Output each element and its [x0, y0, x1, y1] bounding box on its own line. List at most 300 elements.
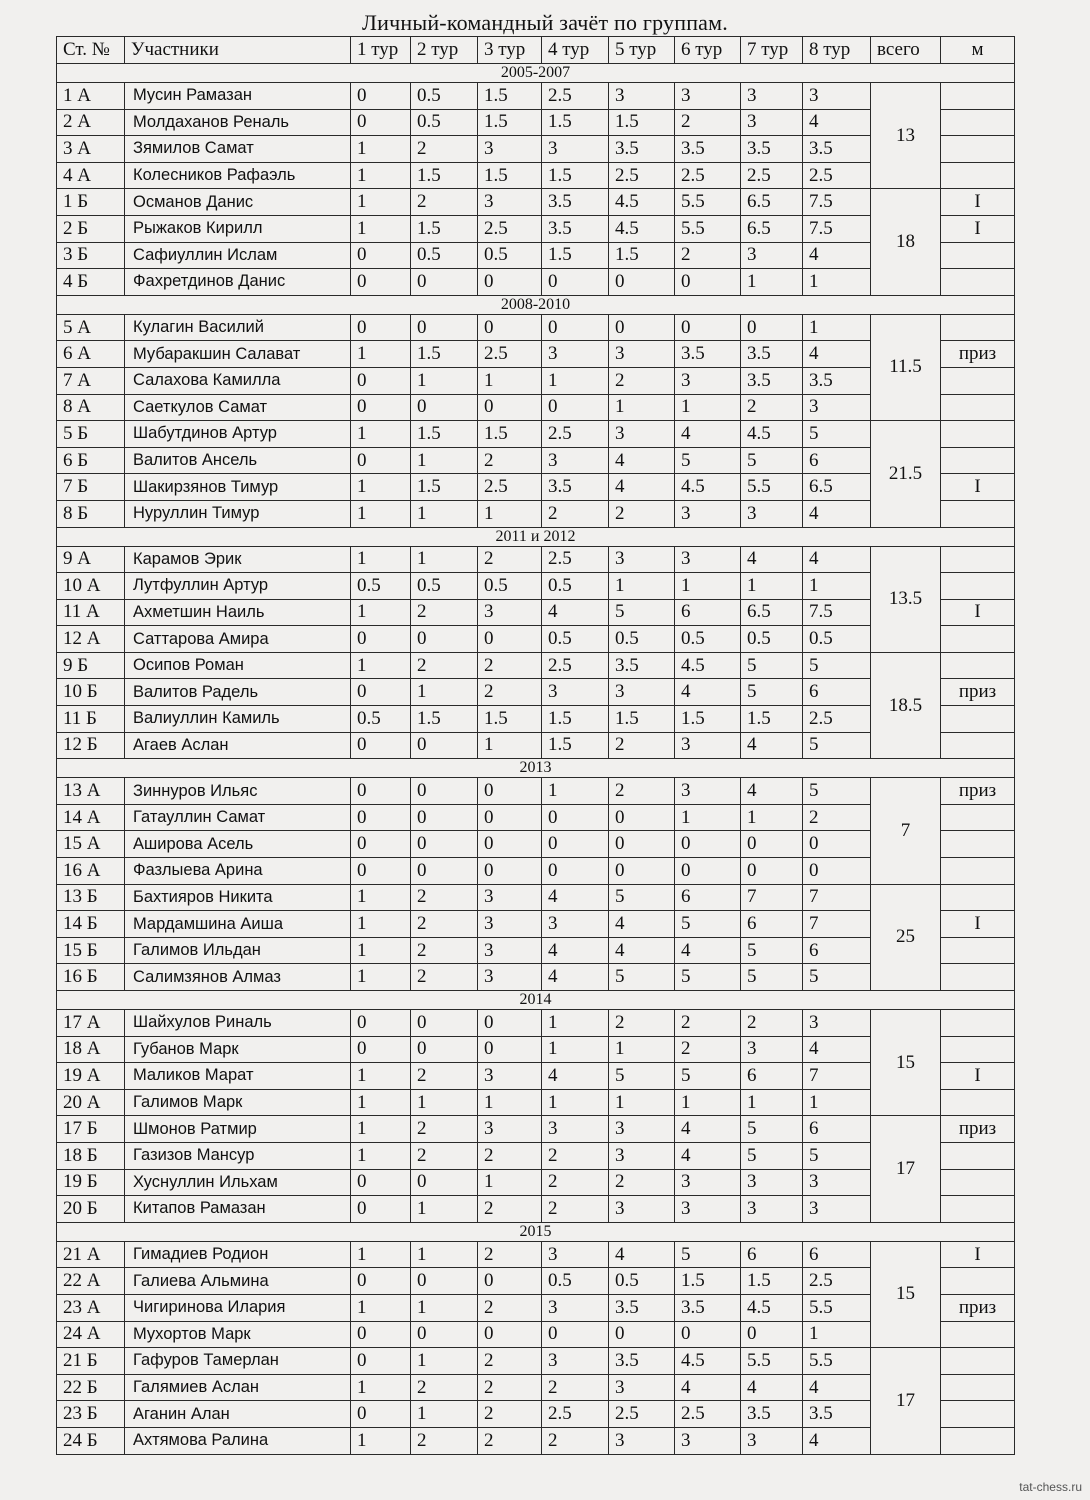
round-score: 5	[675, 911, 741, 938]
round-score: 3	[478, 1116, 542, 1143]
round-score: 4.5	[609, 189, 675, 216]
round-score: 0	[351, 626, 411, 653]
round-score: 0	[411, 732, 478, 759]
round-score: 3	[609, 679, 675, 706]
round-score: 6	[741, 1063, 803, 1090]
round-score: 1.5	[478, 162, 542, 189]
table-row	[57, 1010, 1015, 1037]
round-score: 4	[609, 447, 675, 474]
round-score: 0	[609, 831, 675, 858]
round-score: 0	[411, 314, 478, 341]
round-score: 6.5	[803, 474, 871, 501]
round-score: 3	[609, 1374, 675, 1401]
round-score: 3.5	[803, 367, 871, 394]
round-score: 2	[478, 1294, 542, 1321]
header-cell: Участники	[125, 37, 351, 64]
round-score: 1	[351, 546, 411, 573]
participant-name: Валитов Радель	[125, 679, 351, 706]
round-score: 0	[351, 1036, 411, 1063]
place-mark	[941, 421, 1015, 448]
participant-number: 6 А	[57, 341, 125, 368]
round-score: 0	[542, 394, 609, 421]
round-score: 5	[675, 1241, 741, 1268]
round-score: 0	[351, 394, 411, 421]
round-score: 1	[478, 732, 542, 759]
participant-name: Мухортов Марк	[125, 1321, 351, 1348]
round-score: 4	[542, 599, 609, 626]
place-mark	[941, 314, 1015, 341]
round-score: 4	[609, 937, 675, 964]
participant-name: Аганин Алан	[125, 1401, 351, 1428]
round-score: 2.5	[542, 83, 609, 110]
participant-number: 2 А	[57, 109, 125, 136]
round-score: 2	[478, 1374, 542, 1401]
participant-name: Нуруллин Тимур	[125, 500, 351, 527]
round-score: 2.5	[542, 652, 609, 679]
round-score: 1.5	[478, 706, 542, 733]
round-score: 1	[803, 573, 871, 600]
round-score: 5	[609, 964, 675, 991]
place-mark	[941, 447, 1015, 474]
round-score: 1	[478, 1089, 542, 1116]
participant-name: Чигиринова Илария	[125, 1294, 351, 1321]
participant-name: Бахтияров Никита	[125, 884, 351, 911]
participant-number: 19 А	[57, 1063, 125, 1090]
participant-number: 6 Б	[57, 447, 125, 474]
round-score: 0	[542, 831, 609, 858]
round-score: 0	[411, 1169, 478, 1196]
participant-number: 21 А	[57, 1241, 125, 1268]
header-cell: 3 тур	[478, 37, 542, 64]
round-score: 0	[478, 1321, 542, 1348]
round-score: 1	[542, 1010, 609, 1037]
round-score: 2	[411, 652, 478, 679]
place-mark: I	[941, 474, 1015, 501]
participant-number: 5 А	[57, 314, 125, 341]
participant-name: Шайхулов Риналь	[125, 1010, 351, 1037]
round-score: 3.5	[542, 215, 609, 242]
round-score: 4	[803, 500, 871, 527]
participant-number: 22 А	[57, 1268, 125, 1295]
participant-name: Молдаханов Реналь	[125, 109, 351, 136]
participant-name: Сафиуллин Ислам	[125, 242, 351, 269]
participant-name: Мардамшина Аиша	[125, 911, 351, 938]
round-score: 7.5	[803, 189, 871, 216]
round-score: 3	[478, 911, 542, 938]
participant-number: 24 Б	[57, 1427, 125, 1454]
round-score: 2.5	[675, 162, 741, 189]
round-score: 3	[542, 679, 609, 706]
group-label: 2005-2007	[57, 64, 1015, 83]
participant-number: 4 А	[57, 162, 125, 189]
round-score: 4	[675, 421, 741, 448]
round-score: 2.5	[478, 474, 542, 501]
place-mark: I	[941, 911, 1015, 938]
participant-number: 20 Б	[57, 1196, 125, 1223]
round-score: 0	[351, 732, 411, 759]
place-mark	[941, 831, 1015, 858]
round-score: 2	[609, 1010, 675, 1037]
participant-number: 10 А	[57, 573, 125, 600]
round-score: 4	[609, 1241, 675, 1268]
round-score: 0.5	[411, 242, 478, 269]
team-total: 17	[871, 1348, 941, 1454]
round-score: 4	[741, 778, 803, 805]
round-score: 3.5	[741, 341, 803, 368]
round-score: 2	[741, 394, 803, 421]
participant-number: 23 Б	[57, 1401, 125, 1428]
round-score: 2	[609, 500, 675, 527]
round-score: 0.5	[609, 626, 675, 653]
round-score: 1	[351, 1142, 411, 1169]
team-total: 17	[871, 1116, 941, 1222]
round-score: 2	[478, 1348, 542, 1375]
participant-name: Зямилов Самат	[125, 136, 351, 163]
round-score: 1	[609, 394, 675, 421]
round-score: 2	[478, 1427, 542, 1454]
participant-number: 11 Б	[57, 706, 125, 733]
round-score: 0	[478, 858, 542, 885]
round-score: 0	[609, 314, 675, 341]
round-score: 6	[741, 1241, 803, 1268]
round-score: 0	[542, 314, 609, 341]
participant-number: 24 А	[57, 1321, 125, 1348]
round-score: 4	[542, 884, 609, 911]
participant-name: Аширова Асель	[125, 831, 351, 858]
round-score: 6	[803, 1116, 871, 1143]
participant-number: 22 Б	[57, 1374, 125, 1401]
participant-number: 3 А	[57, 136, 125, 163]
round-score: 1.5	[675, 706, 741, 733]
round-score: 0	[351, 447, 411, 474]
team-total: 7	[871, 778, 941, 884]
round-score: 1	[411, 1348, 478, 1375]
round-score: 3	[741, 1036, 803, 1063]
round-score: 2	[478, 1196, 542, 1223]
round-score: 2	[609, 1169, 675, 1196]
round-score: 0.5	[542, 1268, 609, 1295]
round-score: 5	[609, 599, 675, 626]
participant-number: 11 А	[57, 599, 125, 626]
round-score: 0	[675, 269, 741, 296]
round-score: 0	[351, 367, 411, 394]
participant-name: Саттарова Амира	[125, 626, 351, 653]
round-score: 3.5	[741, 367, 803, 394]
round-score: 3	[609, 1116, 675, 1143]
table-row	[57, 884, 1015, 911]
place-mark	[941, 500, 1015, 527]
round-score: 3	[478, 189, 542, 216]
place-mark	[941, 242, 1015, 269]
header-cell: 1 тур	[351, 37, 411, 64]
participant-number: 2 Б	[57, 215, 125, 242]
participant-name: Валитов Ансель	[125, 447, 351, 474]
round-score: 5	[803, 732, 871, 759]
round-score: 3	[609, 83, 675, 110]
participant-number: 16 Б	[57, 964, 125, 991]
round-score: 5	[609, 1063, 675, 1090]
round-score: 0.5	[741, 626, 803, 653]
round-score: 3	[803, 1010, 871, 1037]
round-score: 4.5	[741, 1294, 803, 1321]
round-score: 7	[803, 884, 871, 911]
round-score: 3.5	[803, 136, 871, 163]
round-score: 3	[542, 1116, 609, 1143]
round-score: 1.5	[478, 421, 542, 448]
round-score: 1.5	[741, 706, 803, 733]
round-score: 1.5	[411, 162, 478, 189]
participant-number: 16 А	[57, 858, 125, 885]
round-score: 0	[411, 858, 478, 885]
round-score: 5	[741, 1116, 803, 1143]
round-score: 5	[803, 778, 871, 805]
round-score: 4	[542, 937, 609, 964]
round-score: 5	[741, 964, 803, 991]
round-score: 0.5	[542, 573, 609, 600]
place-mark: I	[941, 189, 1015, 216]
round-score: 3	[542, 447, 609, 474]
participant-number: 13 А	[57, 778, 125, 805]
round-score: 0	[411, 804, 478, 831]
round-score: 1	[351, 1089, 411, 1116]
round-score: 5	[741, 937, 803, 964]
round-score: 1.5	[542, 706, 609, 733]
participant-name: Саеткулов Самат	[125, 394, 351, 421]
round-score: 3	[478, 964, 542, 991]
round-score: 1	[542, 778, 609, 805]
round-score: 1	[351, 1294, 411, 1321]
header-cell: Ст. №	[57, 37, 125, 64]
participant-name: Осипов Роман	[125, 652, 351, 679]
round-score: 3	[609, 341, 675, 368]
round-score: 3	[542, 1348, 609, 1375]
round-score: 1.5	[411, 706, 478, 733]
round-score: 0	[351, 778, 411, 805]
table-row	[57, 1348, 1015, 1375]
round-score: 0	[411, 626, 478, 653]
round-score: 3	[741, 1427, 803, 1454]
round-score: 3	[609, 1142, 675, 1169]
table-row	[57, 1116, 1015, 1143]
table-row	[57, 652, 1015, 679]
round-score: 2	[675, 242, 741, 269]
place-mark	[941, 573, 1015, 600]
round-score: 1	[351, 341, 411, 368]
round-score: 1	[351, 652, 411, 679]
participant-number: 15 А	[57, 831, 125, 858]
round-score: 0	[351, 1169, 411, 1196]
round-score: 1	[675, 573, 741, 600]
round-score: 4	[675, 1374, 741, 1401]
team-total: 18.5	[871, 652, 941, 758]
round-score: 4	[803, 1036, 871, 1063]
participant-number: 8 Б	[57, 500, 125, 527]
round-score: 7	[803, 911, 871, 938]
round-score: 2	[675, 1010, 741, 1037]
place-mark	[941, 162, 1015, 189]
round-score: 4	[803, 1374, 871, 1401]
participant-name: Маликов Марат	[125, 1063, 351, 1090]
round-score: 0	[411, 269, 478, 296]
participant-name: Китапов Рамазан	[125, 1196, 351, 1223]
round-score: 1.5	[609, 242, 675, 269]
participant-name: Османов Данис	[125, 189, 351, 216]
round-score: 1	[351, 1241, 411, 1268]
round-score: 1	[411, 367, 478, 394]
team-total: 21.5	[871, 421, 941, 527]
header-cell: 8 тур	[803, 37, 871, 64]
round-score: 3	[741, 242, 803, 269]
round-score: 7.5	[803, 215, 871, 242]
round-score: 3	[478, 599, 542, 626]
round-score: 0.5	[351, 706, 411, 733]
place-mark: приз	[941, 778, 1015, 805]
table-body	[57, 37, 1015, 1455]
site-watermark: tat-chess.ru	[1019, 1480, 1082, 1494]
round-score: 6.5	[741, 599, 803, 626]
round-score: 0	[351, 804, 411, 831]
round-score: 4	[675, 1116, 741, 1143]
round-score: 0	[351, 269, 411, 296]
round-score: 2	[478, 1142, 542, 1169]
place-mark: I	[941, 1063, 1015, 1090]
round-score: 0	[478, 269, 542, 296]
round-score: 5	[675, 1063, 741, 1090]
participant-name: Салахова Камилла	[125, 367, 351, 394]
round-score: 5.5	[675, 215, 741, 242]
round-score: 4	[803, 341, 871, 368]
round-score: 3.5	[741, 136, 803, 163]
round-score: 0	[351, 1348, 411, 1375]
round-score: 0.5	[478, 242, 542, 269]
round-score: 0	[609, 804, 675, 831]
table-row	[57, 314, 1015, 341]
group-row	[57, 527, 1015, 546]
round-score: 0	[675, 831, 741, 858]
round-score: 0	[478, 626, 542, 653]
round-score: 1	[542, 1089, 609, 1116]
place-mark: приз	[941, 679, 1015, 706]
participant-name: Валиуллин Камиль	[125, 706, 351, 733]
round-score: 2	[803, 804, 871, 831]
round-score: 1.5	[542, 732, 609, 759]
participant-name: Фазлыева Арина	[125, 858, 351, 885]
round-score: 3	[803, 83, 871, 110]
header-cell: 7 тур	[741, 37, 803, 64]
place-mark	[941, 269, 1015, 296]
participant-name: Салимзянов Алмаз	[125, 964, 351, 991]
round-score: 0.5	[411, 83, 478, 110]
round-score: 1	[351, 474, 411, 501]
round-score: 3	[741, 500, 803, 527]
participant-number: 5 Б	[57, 421, 125, 448]
round-score: 1	[741, 804, 803, 831]
participant-number: 12 Б	[57, 732, 125, 759]
participant-name: Кулагин Василий	[125, 314, 351, 341]
round-score: 2	[609, 778, 675, 805]
round-score: 3	[609, 421, 675, 448]
round-score: 1	[741, 1089, 803, 1116]
round-score: 2	[478, 447, 542, 474]
participant-name: Агаев Аслан	[125, 732, 351, 759]
round-score: 3	[609, 1196, 675, 1223]
round-score: 0	[478, 314, 542, 341]
round-score: 2	[542, 1142, 609, 1169]
round-score: 0	[351, 1401, 411, 1428]
round-score: 0	[478, 1268, 542, 1295]
participant-number: 9 Б	[57, 652, 125, 679]
round-score: 0	[411, 394, 478, 421]
round-score: 2.5	[803, 1268, 871, 1295]
participant-name: Губанов Марк	[125, 1036, 351, 1063]
participant-name: Шмонов Ратмир	[125, 1116, 351, 1143]
round-score: 0.5	[411, 109, 478, 136]
round-score: 0	[351, 83, 411, 110]
participant-number: 21 Б	[57, 1348, 125, 1375]
round-score: 1	[803, 1321, 871, 1348]
round-score: 1	[542, 1036, 609, 1063]
round-score: 2	[478, 1241, 542, 1268]
round-score: 0	[542, 858, 609, 885]
team-total: 11.5	[871, 314, 941, 420]
round-score: 2	[542, 500, 609, 527]
round-score: 4	[741, 732, 803, 759]
round-score: 1	[478, 500, 542, 527]
participant-name: Фахретдинов Данис	[125, 269, 351, 296]
place-mark	[941, 937, 1015, 964]
round-score: 2	[411, 189, 478, 216]
round-score: 4.5	[741, 421, 803, 448]
round-score: 4	[675, 937, 741, 964]
round-score: 1	[609, 1036, 675, 1063]
table-row	[57, 421, 1015, 448]
place-mark	[941, 1268, 1015, 1295]
place-mark: I	[941, 1241, 1015, 1268]
round-score: 3	[675, 83, 741, 110]
participant-name: Ахтямова Ралина	[125, 1427, 351, 1454]
round-score: 1	[675, 804, 741, 831]
round-score: 5	[741, 1142, 803, 1169]
place-mark	[941, 1348, 1015, 1375]
page-title: Личный-командный зачёт по группам.	[362, 10, 728, 35]
round-score: 1	[411, 1196, 478, 1223]
round-score: 2	[411, 1116, 478, 1143]
round-score: 1.5	[741, 1268, 803, 1295]
round-score: 3	[542, 1241, 609, 1268]
round-score: 3	[675, 1427, 741, 1454]
participant-number: 18 Б	[57, 1142, 125, 1169]
participant-name: Мубаракшин Салават	[125, 341, 351, 368]
participant-number: 10 Б	[57, 679, 125, 706]
round-score: 2	[675, 1036, 741, 1063]
round-score: 5.5	[803, 1294, 871, 1321]
round-score: 2	[411, 599, 478, 626]
round-score: 7.5	[803, 599, 871, 626]
round-score: 0	[478, 804, 542, 831]
header-row	[57, 37, 1015, 64]
round-score: 3	[478, 136, 542, 163]
round-score: 1	[351, 1427, 411, 1454]
round-score: 0.5	[675, 626, 741, 653]
round-score: 6	[675, 884, 741, 911]
round-score: 0	[675, 858, 741, 885]
round-score: 2	[542, 1427, 609, 1454]
participant-number: 12 А	[57, 626, 125, 653]
round-score: 1.5	[675, 1268, 741, 1295]
participant-name: Шакирзянов Тимур	[125, 474, 351, 501]
round-score: 3.5	[741, 1401, 803, 1428]
round-score: 1	[351, 1116, 411, 1143]
